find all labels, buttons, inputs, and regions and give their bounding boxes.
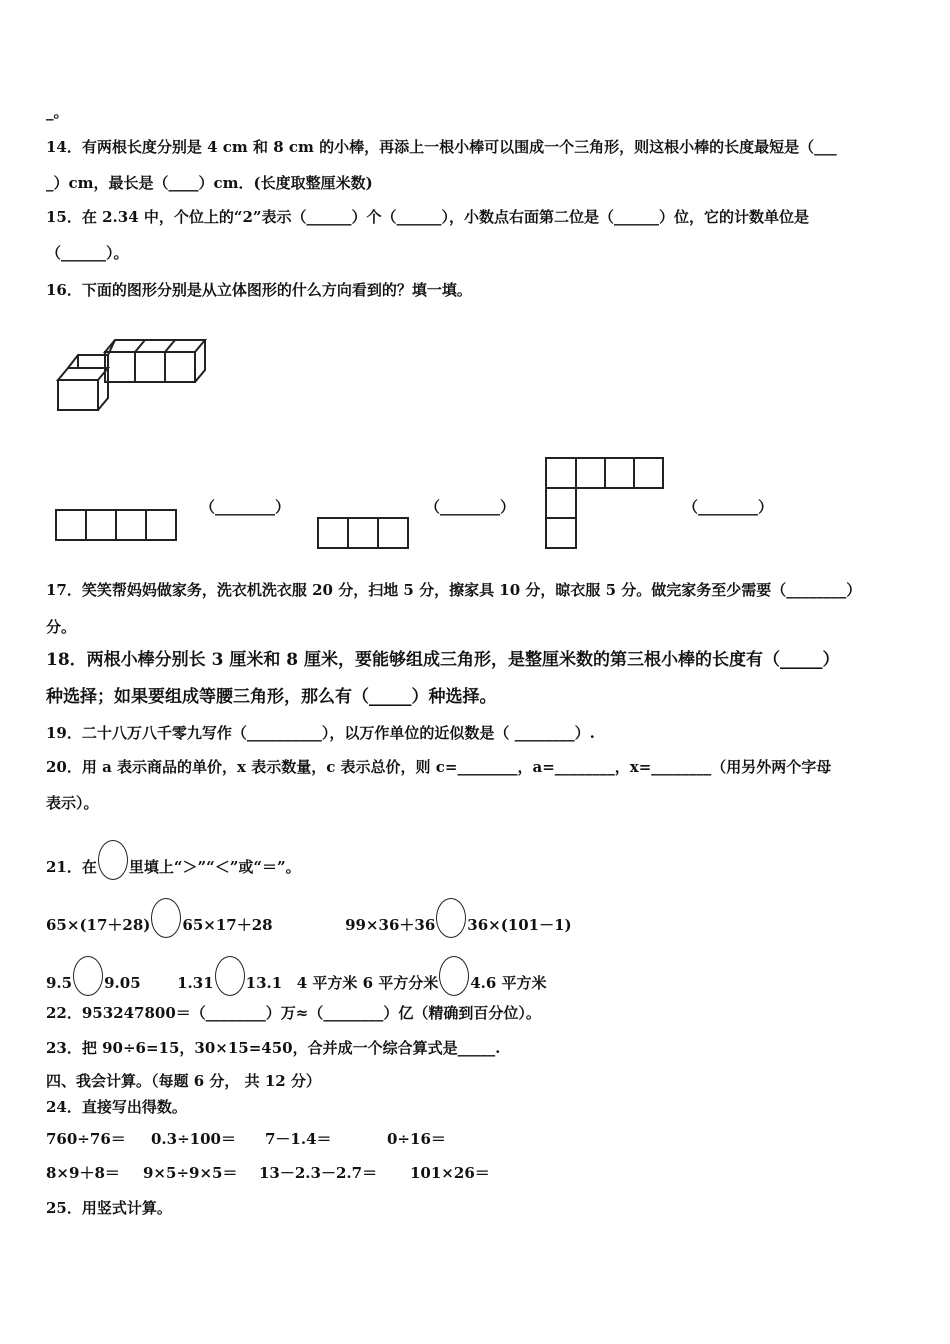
prev-question-tail: _。 bbox=[46, 103, 69, 121]
question-24: 24．直接写出得数。 bbox=[46, 1098, 187, 1116]
calc-item: 0.3÷100＝ bbox=[151, 1130, 236, 1148]
calc-item: 0÷16＝ bbox=[387, 1130, 446, 1148]
compare-right: 4.6 平方米 bbox=[470, 974, 547, 992]
calc-item: 9×5÷9×5＝ bbox=[143, 1164, 238, 1182]
calc-item: 8×9＋8＝ bbox=[46, 1164, 120, 1182]
view-figure-2 bbox=[317, 517, 411, 551]
view-figure-3 bbox=[545, 457, 667, 551]
question-21 bbox=[46, 840, 301, 880]
compare-left: 65×(17＋28) bbox=[46, 916, 151, 934]
compare-left: 9.5 bbox=[46, 974, 73, 992]
compare-circle-input[interactable] bbox=[73, 956, 103, 996]
compare-right: 36×(101－1) bbox=[467, 916, 572, 934]
question-20: 20．用 a 表示商品的单价，x 表示数量，c 表示总价，则 c=________，a=________，x=________（用另外两个字母 bbox=[46, 758, 832, 776]
compare-right: 65×17＋28 bbox=[182, 916, 273, 934]
compare-right: 13.1 bbox=[245, 974, 283, 992]
solid-figure-3d bbox=[50, 335, 215, 420]
q21-row-1 bbox=[46, 898, 572, 938]
question-19: 19．二十八万八千零九写作（__________），以万作单位的近似数是（ ________）. bbox=[46, 724, 595, 742]
compare-circle-icon bbox=[98, 840, 128, 880]
compare-circle-input[interactable] bbox=[215, 956, 245, 996]
q21-title-post: 里填上“＞”“＜”或“＝”。 bbox=[128, 858, 301, 876]
compare-circle-input[interactable] bbox=[151, 898, 181, 938]
question-20-cont: 表示）。 bbox=[46, 794, 99, 812]
question-17: 17．笑笑帮妈妈做家务，洗衣机洗衣服 20 分，扫地 5 分，擦家具 10 分，晾衣服 5 分。做完家务至少需要（________） bbox=[46, 581, 862, 599]
calc-item: 760÷76＝ bbox=[46, 1130, 126, 1148]
question-14: 14．有两根长度分别是 4 cm 和 8 cm 的小棒，再添上一根小棒可以围成一个三角形，则这根小棒的长度最短是（___ bbox=[46, 138, 837, 156]
question-15-cont: （______）。 bbox=[46, 244, 129, 262]
view-answer-blank-3[interactable]: （________） bbox=[683, 498, 774, 516]
calc-item: 101×26＝ bbox=[410, 1164, 490, 1182]
question-22: 22．953247800＝（________）万≈（________）亿（精确到百分位）。 bbox=[46, 1004, 541, 1022]
q21-title-pre: 21．在 bbox=[46, 858, 97, 876]
compare-left: 99×36＋36 bbox=[345, 916, 436, 934]
compare-right: 9.05 bbox=[104, 974, 141, 992]
calc-item: 13－2.3－2.7＝ bbox=[259, 1164, 378, 1182]
section-4-heading: 四、我会计算。（每题 6 分， 共 12 分） bbox=[46, 1072, 321, 1090]
question-25: 25．用竖式计算。 bbox=[46, 1199, 172, 1217]
question-14-cont: _）cm，最长是（____）cm．(长度取整厘米数) bbox=[46, 174, 373, 192]
compare-left: 1.31 bbox=[177, 974, 214, 992]
question-23: 23．把 90÷6=15，30×15=450，合并成一个综合算式是_____. bbox=[46, 1039, 501, 1057]
question-17-cont: 分。 bbox=[46, 618, 77, 636]
question-15: 15．在 2.34 中，个位上的“2”表示（______）个（______），小数点右面第二位是（______）位，它的计数单位是 bbox=[46, 208, 810, 226]
view-answer-blank-2[interactable]: （________） bbox=[425, 498, 516, 516]
calc-item: 7－1.4＝ bbox=[265, 1130, 332, 1148]
question-18: 18．两根小棒分别长 3 厘米和 8 厘米，要能够组成三角形，是整厘米数的第三根小棒的长度有（_____） bbox=[46, 650, 840, 670]
compare-left: 4 平方米 6 平方分米 bbox=[296, 974, 439, 992]
question-18-cont: 种选择；如果要组成等腰三角形，那么有（_____）种选择。 bbox=[46, 687, 497, 707]
q21-row-2 bbox=[46, 956, 547, 996]
compare-circle-input[interactable] bbox=[436, 898, 466, 938]
q24-row-1 bbox=[46, 1129, 446, 1149]
view-answer-blank-1[interactable]: （________） bbox=[200, 498, 291, 516]
question-16: 16．下面的图形分别是从立体图形的什么方向看到的？填一填。 bbox=[46, 281, 472, 299]
compare-circle-input[interactable] bbox=[439, 956, 469, 996]
q24-row-2 bbox=[46, 1163, 490, 1183]
view-figure-1 bbox=[55, 509, 179, 543]
